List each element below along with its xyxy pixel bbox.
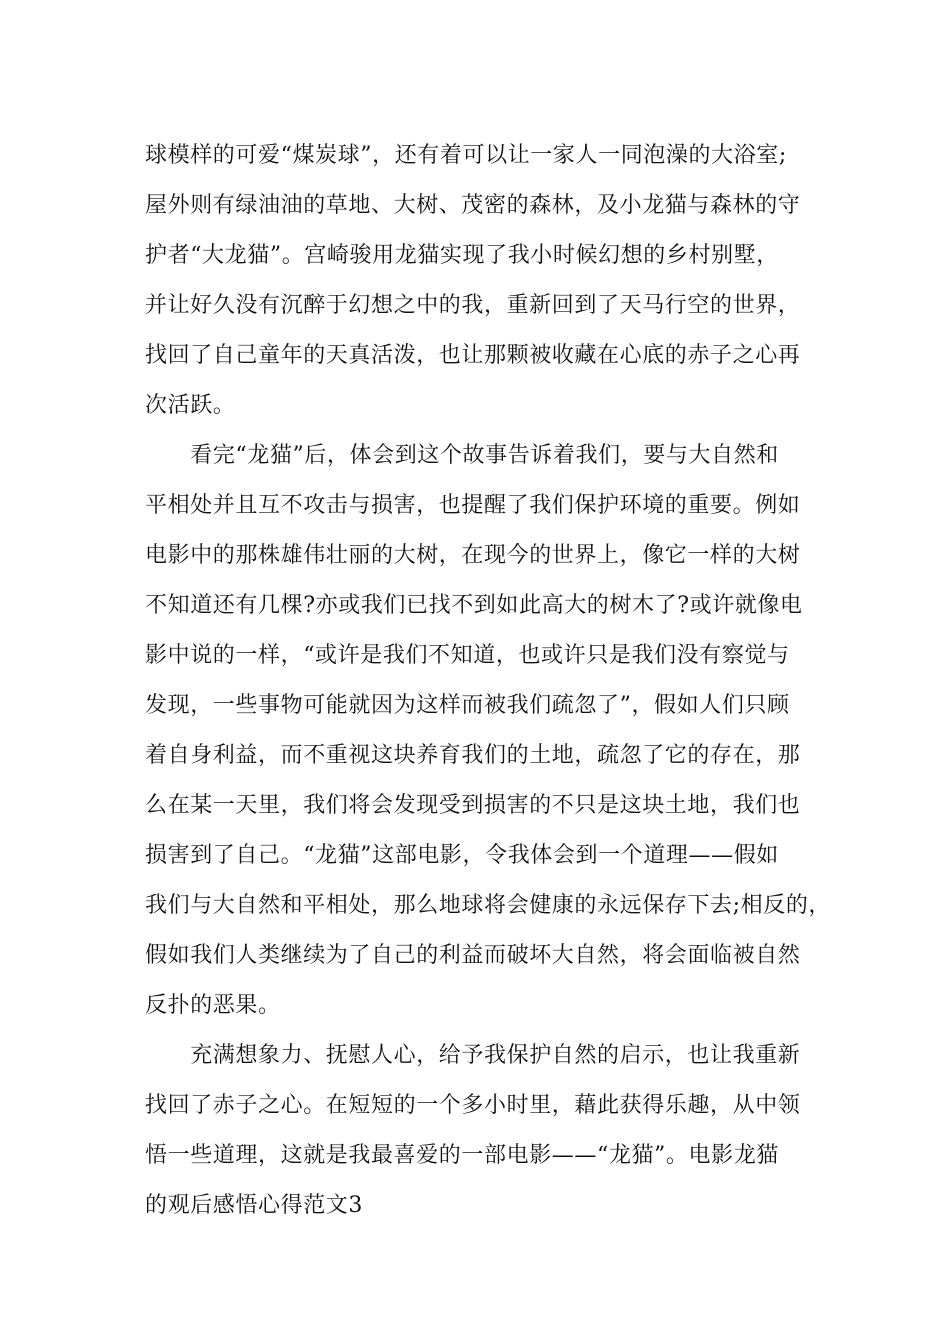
- text-line: 发现，一些事物可能就因为这样而被我们疏忽了”，假如人们只顾: [145, 693, 790, 718]
- text-line: 我们与大自然和平相处，那么地球将会健康的永远保存下去;相反的，: [145, 893, 832, 918]
- text-line: 充满想象力、抚慰人心，给予我保护自然的启示，也让我重新: [145, 1043, 801, 1068]
- paragraph-1: [145, 131, 835, 431]
- text-line: 护者“大龙猫”。宫崎骏用龙猫实现了我小时候幻想的乡村别墅，: [145, 243, 779, 268]
- paragraph-2: [145, 431, 835, 1031]
- text-line: 悟一些道理，这就是我最喜爱的一部电影——“龙猫”。电影龙猫: [145, 1143, 779, 1168]
- text-line: 球模样的可爱“煤炭球”，还有着可以让一家人一同泡澡的大浴室;: [145, 143, 787, 168]
- text-line: 反扑的恶果。: [145, 993, 281, 1018]
- text-line: 不知道还有几棵?亦或我们已找不到如此高大的树木了?或许就像电: [145, 593, 803, 618]
- document-body: [145, 131, 835, 1231]
- text-line: 并让好久没有沉醉于幻想之中的我，重新回到了天马行空的世界，: [145, 293, 801, 318]
- text-line: 的观后感悟心得范文3: [145, 1193, 363, 1218]
- text-line: 找回了赤子之心。在短短的一个多小时里，藉此获得乐趣，从中领: [145, 1093, 801, 1118]
- text-line: 损害到了自己。“龙猫”这部电影，令我体会到一个道理——假如: [145, 843, 779, 868]
- text-line: 找回了自己童年的天真活泼，也让那颗被收藏在心底的赤子之心再: [145, 343, 801, 368]
- text-line: 屋外则有绿油油的草地、大树、茂密的森林，及小龙猫与森林的守: [145, 193, 801, 218]
- text-line: 次活跃。: [145, 393, 236, 418]
- text-line: 看完“龙猫”后，体会到这个故事告诉着我们，要与大自然和: [145, 443, 779, 468]
- text-line: 着自身利益，而不重视这块养育我们的土地，疏忽了它的存在，那: [145, 743, 801, 768]
- paragraph-3: [145, 1031, 835, 1231]
- text-line: 么在某一天里，我们将会发现受到损害的不只是这块土地，我们也: [145, 793, 801, 818]
- text-line: 影中说的一样，“或许是我们不知道，也或许只是我们没有察觉与: [145, 643, 790, 668]
- text-line: 电影中的那株雄伟壮丽的大树，在现今的世界上，像它一样的大树: [145, 543, 801, 568]
- text-line: 平相处并且互不攻击与损害，也提醒了我们保护环境的重要。例如: [145, 493, 801, 518]
- text-line: 假如我们人类继续为了自己的利益而破坏大自然，将会面临被自然: [145, 943, 801, 968]
